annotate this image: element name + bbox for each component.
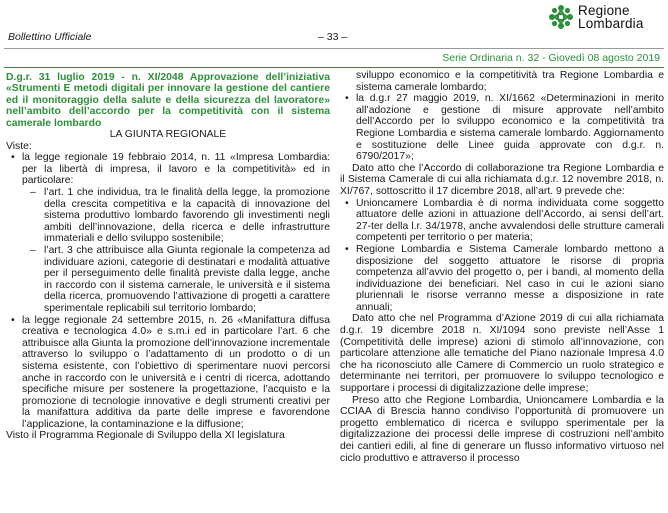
- rosa-camuna-icon: [548, 4, 574, 30]
- viste-label: Viste:: [6, 140, 32, 152]
- paragraph: Visto il Programma Regionale di Sviluppo della XI legislatura: [6, 430, 285, 442]
- paragraph: Dato atto che nel Programma d’Azione 2019 di cui alla richiamata d.g.r. 19 dicembre 2018 n. XI/1094 sono previste nell’Asse 1 (Competitività delle imprese) azioni di stimolo all’innovazione, con particolare attenzione alle tematiche del Piano nazionale Impresa 4.0 che ha riconosciuto alle Camere di Commercio un ruolo strategico e determinante nei territori, per promuovere lo sviluppo tecnologico e supportare i processi di digitalizzazione delle imprese;: [340, 313, 664, 395]
- list-item-continuation: sviluppo economico e la competitività tra Regione Lombardia e sistema camerale lombardo;: [356, 70, 664, 93]
- list-item: • la legge regionale 24 settembre 2015, n. 26 «Manifattura diffusa creativa e tecnologica 4.0» e s.m.i ed in particolare l’art. 6 che attribuisce alla Giunta la promozione dell’innovazione incrementale attraverso lo sviluppo o l’adattamento di un prodotto o di un sistema esistente, con l’obiettivo di sperimentare nuovi percorsi anche in raccordo con le università e i centri di ricerca, adottando specifiche misure per sostenere la progettazione, l’acquisto e la promozione di tecnologie innovative e degli strumenti creativi per la manifattura additiva da parte delle imprese e favorendone l’applicazione, la contaminazione e la diffusione;: [6, 315, 330, 431]
- section-heading: LA GIUNTA REGIONALE: [109, 129, 227, 141]
- sub-list-item: – l’art. 3 che attribuisce alla Giunta regionale la competenza ad individuare azioni, categorie di destinatari e modalità attuative per il perseguimento delle finalità previste dalla legge, anche in raccordo con il sistema camerale, le università e il sistema della ricerca, promuovendo l’attivazione di progetti a carattere sperimentale replicabili sul territorio lombardo;: [6, 245, 330, 315]
- logo-line-regione: Regione: [578, 3, 630, 18]
- regione-lombardia-logo: [548, 4, 644, 30]
- right-column: [340, 70, 664, 464]
- logo-line-lombardia: Lombardia: [578, 16, 644, 31]
- paragraph: Dato atto che l’Accordo di collaborazione tra Regione Lombardia e il Sistema Camerale di cui alla richiamata d.g.r. 12 novembre 2018, n. XI/767, sottoscritto il 17 dicembre 2018, all’art. 9 prevede che:: [340, 162, 664, 197]
- list-item: • Unioncamere Lombardia è di norma individuata come soggetto attuatore delle azioni in attuazione dell’Accordo, ai sensi dell’art. 27-ter della l.r. 34/1978, anche avvalendosi delle strutture camerali competenti per territorio o per materia;: [340, 198, 664, 244]
- paragraph: Preso atto che Regione Lombardia, Unioncamere Lombardia e la CCIAA di Brescia hanno condiviso l’opportunità di promuovere un progetto emblematico di ricerca e sviluppo sperimentale per la digitalizzazione dei processi delle imprese di costruzioni nell’ambito dei cantieri edili, al fine di generare un flusso informativo virtuoso nel ciclo produttivo e attraverso il processo: [340, 394, 664, 464]
- left-column: [6, 72, 330, 442]
- decree-title: D.g.r. 31 luglio 2019 - n. XI/2048 Approvazione dell’iniziativa «Strumenti E metodi digitali per innovare la gestione del cantiere ed il monitoraggio della salute e della sicurezza del lavoratore» nell’ambito dell’accordo per la competitività con il sistema camerale lombardo: [6, 72, 330, 129]
- list-item: • la legge regionale 19 febbraio 2014, n. 11 «Impresa Lombardia: per la libertà di impresa, il lavoro e la competitività» ed in particolare:: [6, 152, 330, 187]
- series-divider: [4, 67, 664, 68]
- list-item: • Regione Lombardia e Sistema Camerale lombardo mettono a disposizione del soggetto attuatore le risorse di propria competenza all’avvio del progetto o, per i bandi, al momento della individuazione dei beneficiari. Nel caso in cui le azioni siano pluriennali le risorse verranno messe a disposizione in rate annuali;: [340, 244, 664, 314]
- header-divider: [4, 48, 664, 49]
- publication-name: Bollettino Ufficiale: [8, 31, 92, 43]
- sub-list-item: – l’art. 1 che individua, tra le finalità della legge, la promozione della crescita competitiva e la capacità di innovazione del sistema produttivo lombardo favorendo gli investimenti negli ambiti dell’innovazione, della ricerca e delle infrastrutture immateriali e dello sviluppo sostenibile;: [6, 187, 330, 245]
- page-number: – 33 –: [318, 31, 348, 43]
- list-item: • la d.g.r 27 maggio 2019, n. XI/1662 «Determinazioni in merito all’adozione e gestione di misure approvate nell’ambito dell’Accordo per lo sviluppo economico e la competitività tra Regione Lombardia e sistema camerale lombardo. Aggiornamento e sostituzione delle Linee guida approvate con d.g.r. n. 6790/2017»;: [340, 93, 664, 163]
- series-info: Serie Ordinaria n. 32 - Giovedì 08 agosto 2019: [442, 52, 660, 64]
